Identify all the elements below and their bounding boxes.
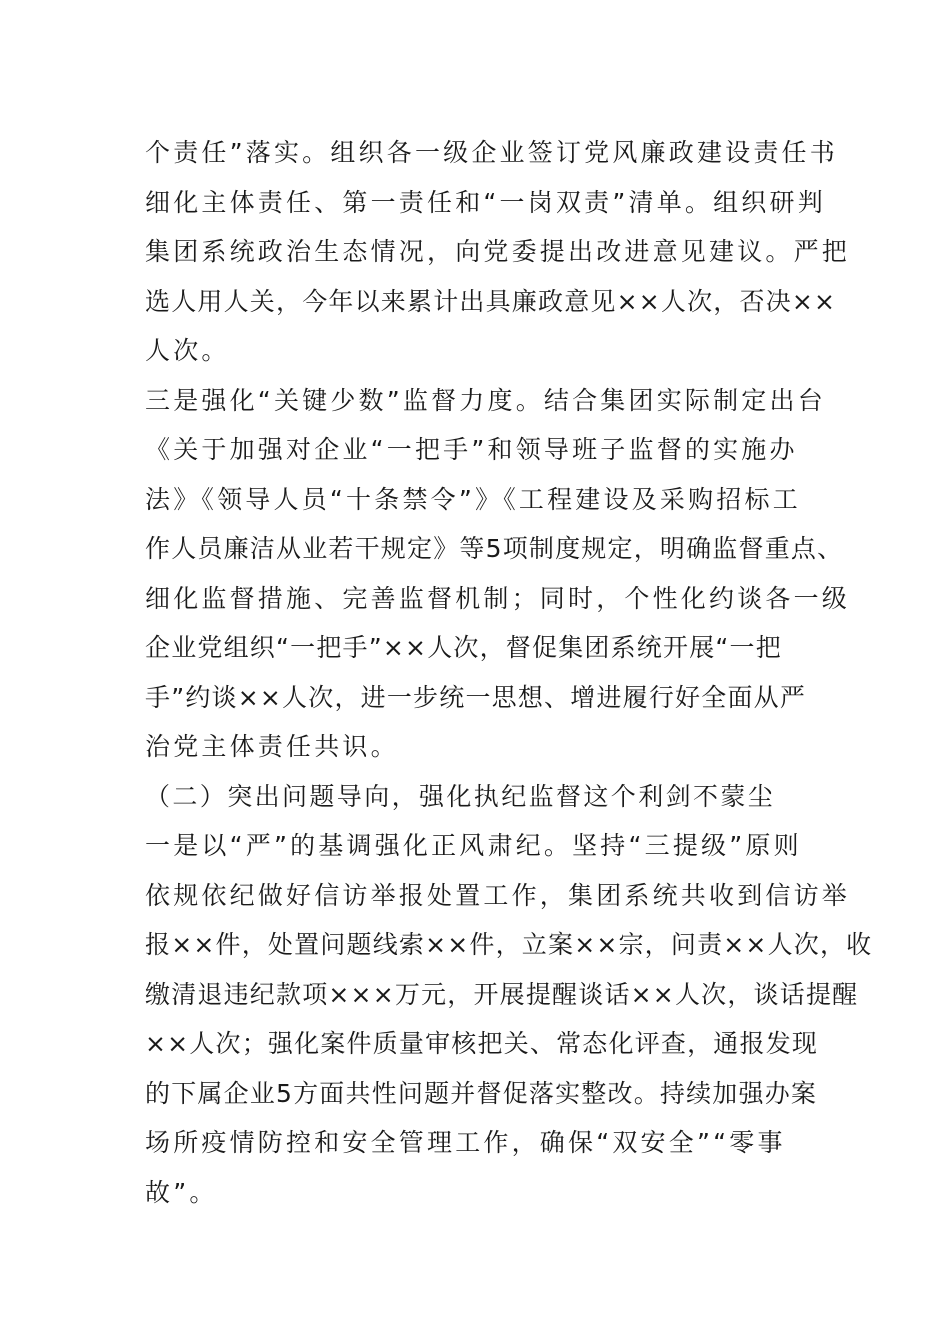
text-line: 法》《领导人员“十条禁令”》《工程建设及采购招标工 (145, 484, 801, 514)
text-line: 缴清退违纪款项×××万元，开展提醒谈话××人次，谈话提醒 (145, 979, 859, 1009)
text-line: 的下属企业5方面共性问题并督促落实整改。持续加强办案 (145, 1078, 818, 1108)
text-line: 企业党组织“一把手”××人次，督促集团系统开展“一把 (145, 633, 782, 662)
section-heading: （二）突出问题导向，强化执纪监督这个利剑不蒙尘 (145, 781, 776, 811)
text-line: 手”约谈××人次，进一步统一思想、增进履行好全面从严 (145, 682, 807, 712)
text-line: 细化主体责任、第一责任和“一岗双责”清单。组织研判 (145, 187, 826, 217)
text-line: 选人用人关，今年以来累计出具廉政意见××人次，否决×× (145, 286, 837, 316)
text-line: 场所疫情防控和安全管理工作，确保“双安全”“零事 (145, 1128, 786, 1157)
text-line: 个责任”落实。组织各一级企业签订党风廉政建设责任书 (145, 138, 838, 167)
text-line: 集团系统政治生态情况，向党委提出改进意见建议。严把 (145, 237, 851, 266)
text-line: 《关于加强对企业“一把手”和领导班子监督的实施办 (145, 435, 798, 464)
text-line: 报××件，处置问题线索××件，立案××宗，问责××人次，收 (145, 930, 873, 959)
text-line: 故”。 (145, 1177, 218, 1207)
text-line: 一是以“严”的基调强化正风肃纪。坚持“三提级”原则 (145, 831, 802, 860)
text-line: 人次。 (145, 336, 230, 365)
text-line: ××人次；强化案件质量审核把关、常态化评查，通报发现 (145, 1029, 819, 1058)
body-text (145, 128, 945, 1217)
text-line: 细化监督措施、完善监督机制；同时，个性化约谈各一级 (145, 583, 851, 613)
text-line: 依规依纪做好信访举报处置工作，集团系统共收到信访举 (145, 880, 851, 910)
text-line: 三是强化“关键少数”监督力度。结合集团实际制定出台 (145, 385, 826, 415)
text-line: 作人员廉洁从业若干规定》等5项制度规定，明确监督重点、 (145, 534, 844, 563)
text-line: 治党主体责任共识。 (145, 732, 399, 761)
